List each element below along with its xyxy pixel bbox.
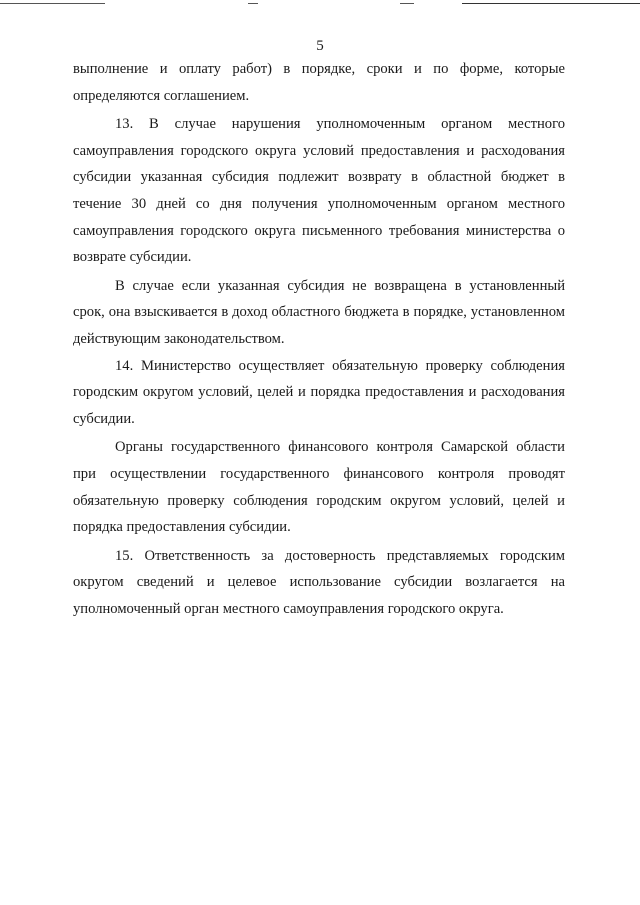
paragraph-continuation: выполнение и оплату работ) в порядке, сроки и по форме, которые определяются соглашением.	[73, 61, 565, 104]
paragraph-clause-14: 14. Министерство осуществляет обязательную проверку соблюдения городским округом условий, целей и порядка предоставления и расходования субсидии.	[73, 357, 565, 427]
paragraph-clause-14-control: Органы государственного финансового контроля Самарской области при осуществлении государственного финансового контроля проводят обязательную проверку соблюдения городским округом условий, целей и порядка предоставления субсидии.	[73, 439, 565, 536]
paragraph-clause-15: 15. Ответственность за достоверность представляемых городским округом сведений и целевое использование субсидии возлагается на уполномоченный орган местного самоуправления городского округа.	[73, 547, 565, 617]
paragraph-clause-13: 13. В случае нарушения уполномоченным органом местного самоуправления городского округа условий предоставления и расходования субсидии указанная субсидия подлежит возврату в областной бюджет в течение 30 дней со дня получения уполномоченным органом местного самоуправления городского округа письменного требования министерства о возврате субсидии.	[73, 116, 565, 266]
page-number: 5	[316, 38, 324, 54]
scan-artifact-line	[462, 3, 640, 4]
scan-artifact-line	[248, 3, 258, 4]
paragraph-clause-13-refund: В случае если указанная субсидия не возвращена в установленный срок, она взыскивается в доход областного бюджета в порядке, установленном действующим законодательством.	[73, 277, 565, 347]
scan-artifact-line	[0, 3, 105, 4]
scan-artifact-line	[400, 3, 414, 4]
document-body	[73, 56, 565, 622]
